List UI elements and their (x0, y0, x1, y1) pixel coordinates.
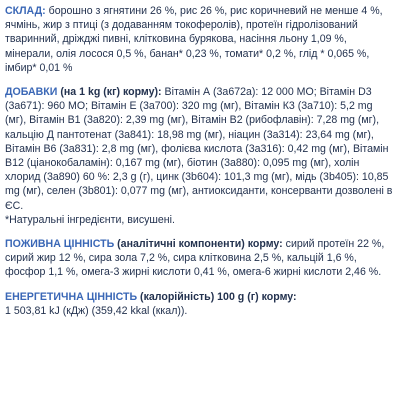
composition-title: СКЛАД: (5, 5, 46, 17)
additives-note: *Натуральні інгредієнти, висушені. (5, 213, 175, 226)
additives-title: ДОБАВКИ (5, 86, 58, 99)
additives-subtitle: (на 1 kg (кг) корму): (60, 86, 162, 99)
nutrition-subtitle: (аналітичні компоненти) корму: (117, 238, 283, 251)
composition-text: борошно з ягнятини 26 %, рис 26 %, рис коричневий не менше 4 %, ячмінь, жир з птиці (з додаванням токоферолів), протеїн гідролізований тваринний, дріжджі пивні, клітковина бурякова, насіння льону 1,09 %, мінерали, олія лосося 0,5 %, банан* 0,23 %, томати* 0,2 %, глід * 0,065 %, імбир* 0,01 % (5, 5, 383, 74)
energy-title: ЕНЕРГЕТИЧНА ЦІННІСТЬ (5, 290, 138, 303)
nutrition-title: ПОЖИВНА ЦІННІСТЬ (5, 238, 115, 251)
nutrition-text: сирий протеїн 22 %, сирий жир 12 %, сира зола 7,2 %, сира клітковина 2,5 %, кальцій 1,6 %, фосфор 1,1 %, омега-3 жирні кислоти 0,41 %, омега-6 жирні кислоти 2,46 %. (5, 238, 385, 279)
energy-text: 1 503,81 kJ (кДж) (359,42 kkal (ккал)). (5, 304, 188, 317)
energy-section (5, 290, 395, 318)
additives-text: Вітамін А (3a672a): 12 000 МО; Вітамін D3 (3a671): 960 МО; Вітамін Е (3a700): 320 mg (мг), Вітамін К3 (3a710): 5,2 mg (мг), Вітамін В1 (3a820): 2,39 mg (мг), Вітамін В2 (рибофлавін): 7,28 mg (мг), кальцію Д пантотенат (3a841): 18,98 mg (мг), ніацин (3a314): 23,64 mg (мг), Вітамін В6 (3a831): 2,8 mg (мг), фолієва кислота (3a316): 0,42 mg (мг), Вітамін В12 (ціанокобаламін): 0,167 mg (мг), біотин (3a880): 0,095 mg (мг), холін хлорид (3a890) 60 %: 2,3 g (г), цинк (3b604): 101,3 mg (мг), мідь (3b405): 10,85 mg (мг), селен (3b801): 0,077 mg (мг), антиоксиданти, консерванти дозволені в ЄС. (5, 86, 393, 212)
energy-subtitle: (калорійність) 100 g (г) корму: (140, 290, 297, 303)
composition-section (5, 4, 395, 75)
nutrition-section (5, 237, 395, 280)
additives-section (5, 85, 395, 227)
